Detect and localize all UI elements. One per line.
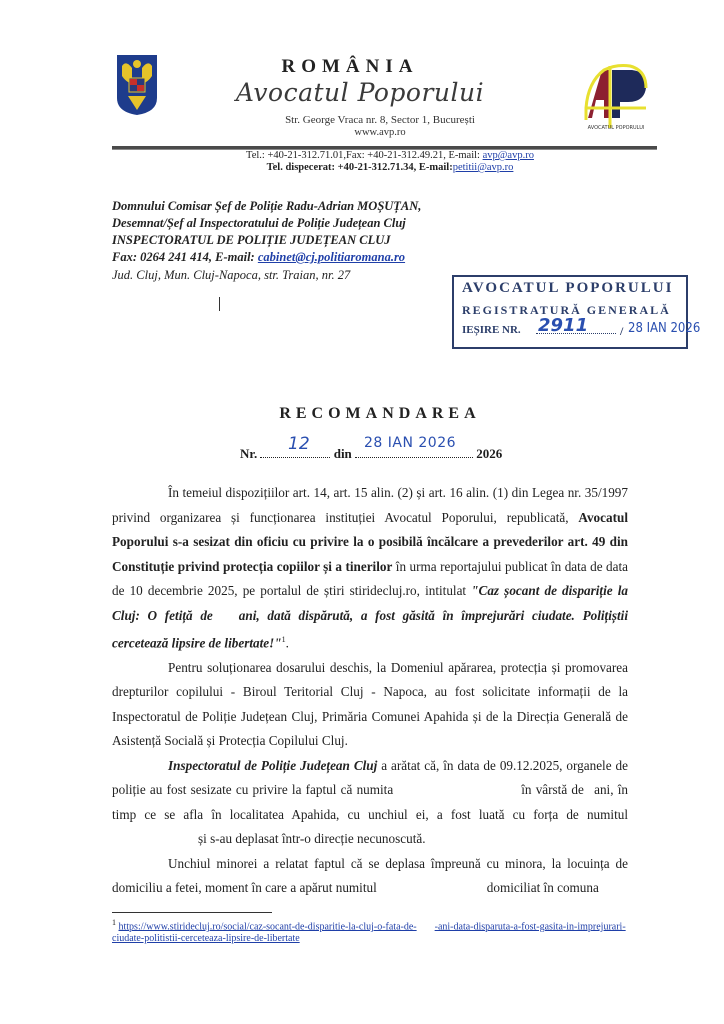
addressee-contact [112,250,472,265]
nr-dotline [260,456,330,458]
header-address: Str. George Vraca nr. 8, Sector 1, București [285,114,475,126]
addressee-position: Desemnat/Șef al Inspectoratului de Poliție Județean Cluj [112,216,406,230]
footnote-marker: 1 [112,918,116,927]
dispatcher-phone: Tel. dispecerat: +40-21-312.71.34, E-mail: [266,162,453,173]
addressee-fax: Fax: 0264 241 414, E-mail: [112,250,258,264]
footnote-ref[interactable]: 1 [281,635,286,644]
romania-coat-of-arms-icon [116,54,158,116]
header-website[interactable]: www.avp.ro [354,127,406,138]
paragraph-4 [112,852,628,901]
header-contact-line-1 [180,150,600,161]
p1-article-title-end: ani, dată dispărută, a fost găsită în împrejurări ciudate. Polițiștii cercetează lipsire de libertate!" [112,607,628,651]
document-body [112,481,628,901]
stamp-institution: AVOCATUL POPORULUI [462,280,674,296]
avocatul-poporului-logo-icon [580,62,652,132]
paragraph-1: În temeiul dispozițiilor art. 14, art. 15 alin. (2) și art. 16 alin. (1) din Legea nr. 35/1997 privind organizarea și funcționarea instituției Avocatul Poporului, republicată, Avocatul Poporului s-a sesizat din oficiu cu privire la o posibilă încălcare a prevederilor art. 49 din Constituție privind protecția copiilor și a tinerilor în urma reportajului publicat în data de data de 10 decembrie 2025, pe portalul de știri stiridecluj.ro, intitulat "Caz șocant de dispariție la Cluj: O fetiță de ani, dată dispărută, a fost găsită în împrejurări ciudate. Polițiștii cercetează lipsire de libertate!"$^1$. [112,485,628,651]
p3-end: și s-au deplasat într-o direcție necunoscută. [198,831,426,847]
p4-end: domiciliat în comuna [486,880,599,896]
nr-label: Nr. [240,446,258,461]
footnote-divider [112,912,272,913]
footnote [112,917,632,945]
footnote-link-part-2[interactable]: -ani-data-disparuta-a-fost-gasita-in-imprejurari-ciudate-politistii-cerceteaza-lipsire-de-libertate [112,921,626,945]
p3-text: a arătat că, în data de 09.12.2025, organele de poliție au fost sesizate cu privire la faptul că numita [112,757,628,798]
p1-article-title-start: "Caz șocant de dispariție la Cluj: O fetiță de [112,583,628,623]
header-contact-line-2 [180,162,600,173]
date-dotline [355,456,473,458]
p4-text: Unchiul minorei a relatat faptul că se deplasa împreună cu minora, la locuința de domiciliu a fetei, moment în care a apărut numitul [112,855,628,896]
addressee-institution: INSPECTORATUL DE POLIȚIE JUDEȚEAN CLUJ [112,233,391,247]
addressee-name: Domnului Comisar Șef de Poliție Radu-Adrian MOȘUȚAN, [112,199,422,213]
contact-email-link[interactable]: avp@avp.ro [482,150,534,161]
din-label: din [333,446,352,461]
header-institution-name: Avocatul Poporului [235,78,485,107]
stamp-registry: REGISTRATURĂ GENERALĂ [462,303,671,317]
stamp-separator: / [620,324,624,338]
petitions-email-link[interactable]: petitii@avp.ro [452,162,514,173]
stamp-handwritten-number: 2911 [538,315,589,336]
paragraph-3 [112,754,628,852]
stamp-exit-label: IEȘIRE NR. [462,324,521,336]
p3-age-label: în vârstă de [521,782,584,798]
footnote-link-part-1[interactable]: https://www.stiridecluj.ro/social/caz-socant-de-disparitie-la-cluj-o-fata-de- [118,921,417,933]
paragraph-2: Pentru soluționarea dosarului deschis, la Domeniul apărarea, protecția și promovarea drepturilor copilului - Biroul Teritorial Cluj - Napoca, au fost solicitate informații de la Inspectoratul de Poliție Județean Cluj, Primăria Comunei Apahida și de la Direcția Generală de Asistență Socială și Protecția Copilului Cluj. [112,659,628,749]
handwritten-recommendation-number: 12 [288,434,310,454]
p3-institution: Inspectoratul de Poliție Județean Cluj [168,757,378,773]
margin-mark [219,297,220,311]
p3-continued: ani, în timp ce se afla în localitatea Apahida, cu unchiul ei, a fost luată cu forța de numitul [112,782,629,822]
header-country: ROMÂNIA [281,56,419,77]
p1-self-referral: Avocatul Poporului s-a sesizat din oficiu cu privire la o posibilă încălcare a prevederilor art. 49 din Constituție privind protecția copiilor și a tinerilor [112,509,628,574]
contact-phone-fax: Tel.: +40-21-312.71.01,Fax: +40-21-312.49.21, E-mail: [246,150,483,161]
recommendation-date-stamp: 28 IAN 2026 [364,435,457,451]
registry-stamp [452,275,701,349]
addressee-address: Jud. Cluj, Mun. Cluj-Napoca, str. Traian, nr. 27 [112,268,351,282]
logo-caption: AVOCATUL POPORULUI [587,125,645,131]
stamp-date: 28 IAN 2026 [628,321,701,336]
p1-legal-basis: În temeiul dispozițiilor art. 14, art. 15 alin. (2) și art. 16 alin. (1) din Legea nr. 35/1997 privind organizarea și funcționarea instituției Avocatul Poporului, republicată, [112,485,628,525]
p1-report-context: în urma reportajului publicat în data de data de 10 decembrie 2025, pe portalul de știri stiridecluj.ro, intitulat [112,558,628,598]
addressee-email-link[interactable]: cabinet@cj.politiaromana.ro [257,250,406,264]
document-title: RECOMANDAREA [279,405,481,422]
recommendation-year: 2026 [476,446,503,461]
